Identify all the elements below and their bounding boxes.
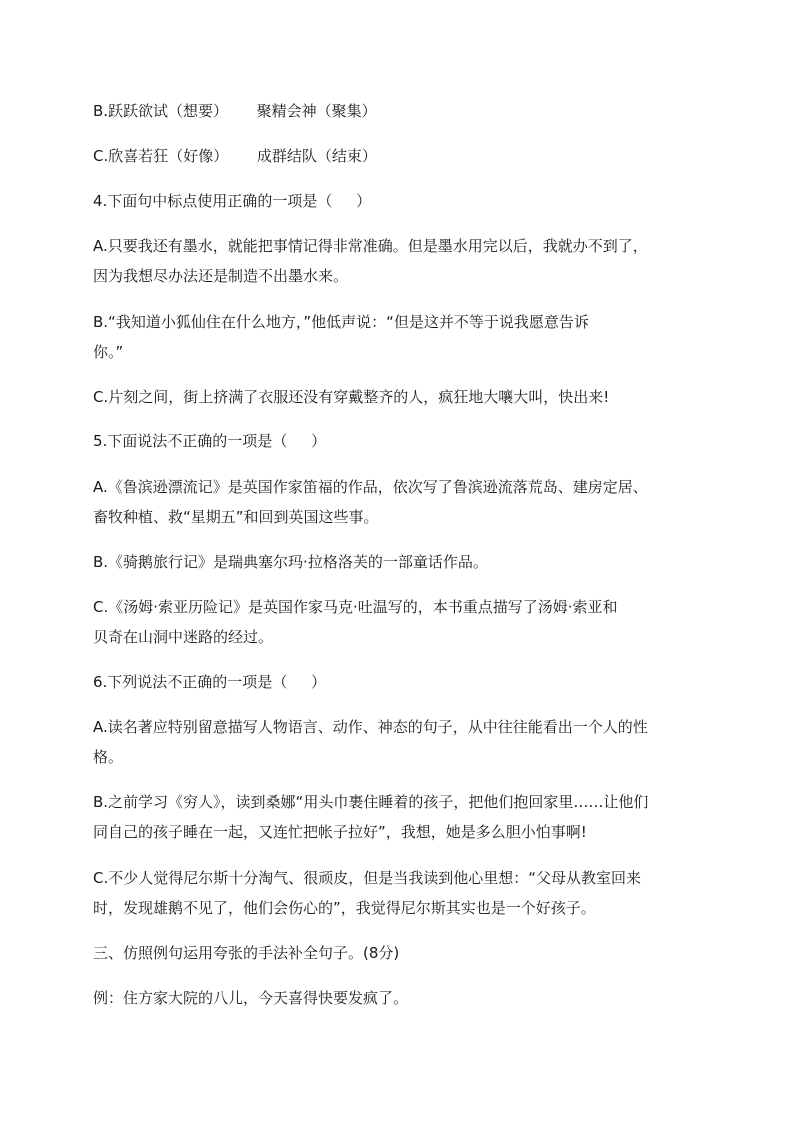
q6-option-c-line1: C.不少人觉得尼尔斯十分淘气、很顽皮，但是当我读到他心里想：“父母从教室回来 (93, 869, 642, 887)
option-c-idioms: C.欣喜若狂（好像） 成群结队（结束） (93, 147, 377, 165)
q5-option-c-line2: 贝奇在山洞中迷路的经过。 (93, 628, 274, 646)
q5-option-c-line1: C.《汤姆·索亚历险记》是英国作家马克·吐温写的，本书重点描写了汤姆·索亚和 (93, 598, 618, 616)
q5-option-a-line2: 畜牧种植、救“星期五”和回到英国这些事。 (93, 508, 379, 526)
q6-option-c-line2: 时，发现雄鹅不见了，他们会伤心的”，我觉得尼尔斯其实也是一个好孩子。 (93, 899, 596, 917)
q5-option-a-line1: A.《鲁滨逊漂流记》是英国作家笛福的作品，依次写了鲁滨逊流落荒岛、建房定居、 (93, 478, 648, 496)
q4-option-a-line2: 因为我想尽办法还是制造不出墨水来。 (93, 267, 349, 285)
q4-option-b-line2: 你。” (93, 343, 124, 361)
q4-option-b-line1: B.“我知道小狐仙住在什么地方，”他低声说：“但是这并不等于说我愿意告诉 (93, 313, 589, 331)
example-sentence: 例：住方家大院的八儿，今天喜得快要发疯了。 (93, 989, 409, 1007)
option-b-idioms: B.跃跃欲试（想要） 聚精会神（聚集） (93, 102, 377, 120)
question-5-stem: 5.下面说法不正确的一项是（ ） (93, 432, 327, 450)
question-4-stem: 4.下面句中标点使用正确的一项是（ ） (93, 192, 372, 210)
q6-option-b-line1: B.之前学习《穷人》，读到桑娜“用头巾裹住睡着的孩子，把他们抱回家里……让他们 (93, 793, 649, 811)
question-6-stem: 6.下列说法不正确的一项是（ ） (93, 673, 327, 691)
q6-option-b-line2: 同自己的孩子睡在一起，又连忙把帐子拉好”，我想，她是多么胆小怕事啊! (93, 823, 587, 841)
q6-option-a-line1: A.读名著应特别留意描写人物语言、动作、神态的句子，从中往往能看出一个人的性 (93, 718, 648, 736)
q4-option-a-line1: A.只要我还有墨水，就能把事情记得非常准确。但是墨水用完以后，我就办不到了， (93, 237, 648, 255)
section-3-heading: 三、仿照例句运用夸张的手法补全句子。(8分) (93, 944, 400, 962)
q6-option-a-line2: 格。 (93, 748, 124, 766)
q5-option-b: B.《骑鹅旅行记》是瑞典塞尔玛·拉格洛芙的一部童话作品。 (93, 553, 488, 571)
q4-option-c: C.片刻之间，街上挤满了衣服还没有穿戴整齐的人，疯狂地大嚷大叫，快出来! (93, 388, 610, 406)
